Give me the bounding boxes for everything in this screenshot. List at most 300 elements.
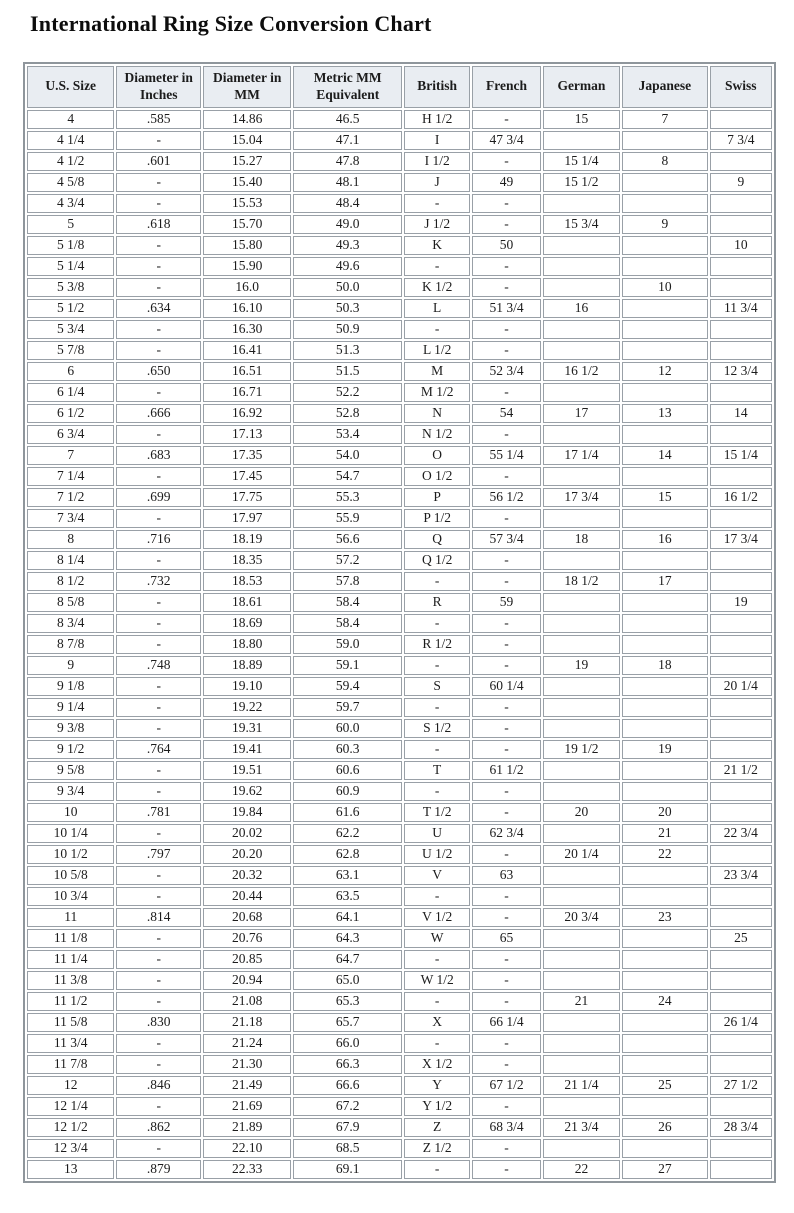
table-cell [543,677,620,696]
table-row [27,236,772,255]
table-cell: 14 [710,404,772,423]
table-cell: 50.0 [293,278,402,297]
table-cell: - [116,131,200,150]
table-cell: - [116,1097,200,1116]
table-cell: 20.94 [203,971,291,990]
table-cell [543,719,620,738]
table-cell: 68 3/4 [472,1118,540,1137]
table-cell [622,173,707,192]
table-cell: 21.18 [203,1013,291,1032]
table-row [27,467,772,486]
table-cell [710,509,772,528]
table-cell [622,698,707,717]
table-cell [622,425,707,444]
table-cell [710,1034,772,1053]
table-cell: J [404,173,470,192]
table-cell: 21 3/4 [543,1118,620,1137]
table-cell: - [404,1034,470,1053]
table-cell: 10 1/2 [27,845,114,864]
table-cell: 8 3/4 [27,614,114,633]
table-cell: I [404,131,470,150]
table-cell [710,950,772,969]
table-row [27,1160,772,1179]
table-cell: 64.3 [293,929,402,948]
table-cell [710,152,772,171]
table-cell: 15 1/4 [710,446,772,465]
table-cell: - [404,992,470,1011]
table-cell: - [116,698,200,717]
column-header-diameter-inches: Diameter in Inches [116,66,200,108]
table-row [27,131,772,150]
table-cell: - [472,278,540,297]
table-cell: 8 [27,530,114,549]
table-row [27,950,772,969]
table-cell: - [472,320,540,339]
table-cell: 18.53 [203,572,291,591]
table-row [27,530,772,549]
table-cell: 47.1 [293,131,402,150]
table-cell: 16.41 [203,341,291,360]
table-cell: - [472,614,540,633]
table-cell: .748 [116,656,200,675]
table-row [27,509,772,528]
table-cell [622,761,707,780]
table-cell: Q 1/2 [404,551,470,570]
table-cell: 6 1/2 [27,404,114,423]
table-cell: .650 [116,362,200,381]
table-cell: 66.3 [293,1055,402,1074]
table-cell [710,845,772,864]
table-cell: 55.9 [293,509,402,528]
table-cell [710,383,772,402]
table-cell: 10 1/4 [27,824,114,843]
table-row [27,887,772,906]
table-cell [710,635,772,654]
table-cell [622,614,707,633]
table-cell: - [116,824,200,843]
table-cell: - [116,761,200,780]
table-row [27,593,772,612]
table-cell [543,824,620,843]
table-cell: 9 5/8 [27,761,114,780]
table-cell: 61.6 [293,803,402,822]
table-cell: 15 1/4 [543,152,620,171]
table-cell [710,614,772,633]
table-cell: 8 1/4 [27,551,114,570]
table-cell: 67 1/2 [472,1076,540,1095]
table-cell: 7 [622,110,707,129]
table-row [27,740,772,759]
table-cell: 9 [622,215,707,234]
table-cell: 5 [27,215,114,234]
table-cell [710,698,772,717]
table-cell: 22 3/4 [710,824,772,843]
table-cell: 59.0 [293,635,402,654]
table-cell: 60.0 [293,719,402,738]
table-cell [622,677,707,696]
table-cell: 65.0 [293,971,402,990]
table-cell: - [116,173,200,192]
table-cell: .862 [116,1118,200,1137]
table-cell: 55.3 [293,488,402,507]
table-row [27,278,772,297]
table-cell: 47 3/4 [472,131,540,150]
table-cell [622,341,707,360]
table-cell: 49.6 [293,257,402,276]
table-cell: 8 1/2 [27,572,114,591]
table-cell: 63.5 [293,887,402,906]
table-cell [543,1013,620,1032]
table-cell [543,278,620,297]
table-header [27,66,772,108]
table-cell: 18.35 [203,551,291,570]
table-cell: .585 [116,110,200,129]
table-cell: - [472,887,540,906]
table-cell: 8 5/8 [27,593,114,612]
table-cell: - [116,278,200,297]
table-cell: 27 1/2 [710,1076,772,1095]
table-cell: 50 [472,236,540,255]
table-cell: - [116,194,200,213]
table-cell: - [116,593,200,612]
table-cell: 19.10 [203,677,291,696]
table-cell: 17.45 [203,467,291,486]
table-cell [622,1097,707,1116]
table-cell: 7 3/4 [27,509,114,528]
table-cell: 17.75 [203,488,291,507]
table-row [27,824,772,843]
table-cell: 4 5/8 [27,173,114,192]
table-cell: - [116,1139,200,1158]
table-cell: - [472,215,540,234]
table-cell: .618 [116,215,200,234]
table-cell: 67.9 [293,1118,402,1137]
table-row [27,971,772,990]
table-cell: - [472,740,540,759]
table-cell: - [472,194,540,213]
table-cell: 69.1 [293,1160,402,1179]
table-cell: 50.9 [293,320,402,339]
table-cell: 5 7/8 [27,341,114,360]
table-cell [622,950,707,969]
table-cell: 15 3/4 [543,215,620,234]
table-cell: 6 1/4 [27,383,114,402]
table-row [27,488,772,507]
table-cell: - [472,971,540,990]
table-cell: - [116,320,200,339]
table-cell: 21.69 [203,1097,291,1116]
table-cell: 20.85 [203,950,291,969]
table-cell: - [472,257,540,276]
table-row [27,383,772,402]
table-cell: 16 [622,530,707,549]
ring-size-conversion-table [23,62,776,1183]
table-cell: 20 1/4 [710,677,772,696]
table-cell: 19.31 [203,719,291,738]
table-cell: 58.4 [293,593,402,612]
table-cell: 15.70 [203,215,291,234]
table-row [27,152,772,171]
table-row [27,803,772,822]
table-row [27,194,772,213]
column-header-japanese: Japanese [622,66,707,108]
table-cell: L [404,299,470,318]
table-cell: - [116,992,200,1011]
table-cell: 65.3 [293,992,402,1011]
table-cell: - [116,782,200,801]
table-cell: 52 3/4 [472,362,540,381]
table-cell: 49 [472,173,540,192]
table-row [27,215,772,234]
table-cell: Q [404,530,470,549]
table-cell: 60.9 [293,782,402,801]
table-cell: 14 [622,446,707,465]
table-cell [543,866,620,885]
table-cell [710,803,772,822]
table-cell: 18.61 [203,593,291,612]
table-cell: - [472,509,540,528]
table-cell: 20 1/4 [543,845,620,864]
table-row [27,551,772,570]
table-cell: 15 1/2 [543,173,620,192]
table-cell: 20.76 [203,929,291,948]
table-cell: 18.19 [203,530,291,549]
table-cell [622,929,707,948]
table-cell: 20.68 [203,908,291,927]
table-cell: - [472,1097,540,1116]
table-cell: 23 3/4 [710,866,772,885]
table-cell [543,761,620,780]
table-cell: 21.24 [203,1034,291,1053]
table-cell: 12 1/4 [27,1097,114,1116]
table-cell: - [404,614,470,633]
table-cell [622,1139,707,1158]
table-cell [622,1055,707,1074]
table-cell: 19.84 [203,803,291,822]
table-cell [710,278,772,297]
column-header-swiss: Swiss [710,66,772,108]
table-cell: 26 [622,1118,707,1137]
table-cell: 4 1/4 [27,131,114,150]
table-cell [543,509,620,528]
table-cell: 12 3/4 [710,362,772,381]
table-cell: 64.1 [293,908,402,927]
table-cell: 15.90 [203,257,291,276]
table-cell: 20 [543,803,620,822]
table-cell: 67.2 [293,1097,402,1116]
table-cell: V [404,866,470,885]
table-cell: K 1/2 [404,278,470,297]
table-cell: T 1/2 [404,803,470,822]
table-row [27,299,772,318]
table-cell: 17 3/4 [710,530,772,549]
table-cell [543,467,620,486]
table-cell: 11 1/2 [27,992,114,1011]
table-cell: 23 [622,908,707,927]
table-body [27,110,772,1179]
table-cell: 22 [622,845,707,864]
table-cell: 4 [27,110,114,129]
table-row [27,1118,772,1137]
table-cell: 52.2 [293,383,402,402]
table-cell [543,1139,620,1158]
table-cell [710,572,772,591]
table-cell: 28 3/4 [710,1118,772,1137]
table-cell: - [472,1034,540,1053]
table-cell: 13 [622,404,707,423]
table-cell: 57.8 [293,572,402,591]
table-cell [710,341,772,360]
table-cell: 19.51 [203,761,291,780]
table-cell: V 1/2 [404,908,470,927]
table-cell: N 1/2 [404,425,470,444]
table-cell: 60.6 [293,761,402,780]
table-cell: - [404,194,470,213]
table-cell [622,782,707,801]
table-cell [710,782,772,801]
table-cell: Z [404,1118,470,1137]
table-cell: 8 7/8 [27,635,114,654]
table-cell: - [116,719,200,738]
table-cell: 63.1 [293,866,402,885]
table-cell: 56.6 [293,530,402,549]
table-cell [710,110,772,129]
table-cell: 16.10 [203,299,291,318]
table-cell [543,1097,620,1116]
table-row [27,362,772,381]
table-cell: - [404,320,470,339]
table-row [27,1097,772,1116]
table-cell: - [472,782,540,801]
table-cell: 54.7 [293,467,402,486]
table-cell: I 1/2 [404,152,470,171]
table-cell: Y 1/2 [404,1097,470,1116]
table-cell: 16.51 [203,362,291,381]
table-cell: - [116,971,200,990]
table-cell [622,236,707,255]
table-cell: 9 1/4 [27,698,114,717]
table-cell: 58.4 [293,614,402,633]
table-cell: 53.4 [293,425,402,444]
table-cell: 19.41 [203,740,291,759]
table-cell: 9 [710,173,772,192]
table-cell [622,1034,707,1053]
table-cell: - [404,887,470,906]
table-cell: 7 3/4 [710,131,772,150]
table-cell: 12 [622,362,707,381]
table-row [27,992,772,1011]
table-cell: S 1/2 [404,719,470,738]
table-cell: 54 [472,404,540,423]
table-cell: - [472,1160,540,1179]
column-header-british: British [404,66,470,108]
table-cell: 66.0 [293,1034,402,1053]
table-cell [543,887,620,906]
table-row [27,1034,772,1053]
table-cell [622,635,707,654]
table-row [27,656,772,675]
table-cell: - [116,1055,200,1074]
table-cell: 10 [622,278,707,297]
table-cell: W [404,929,470,948]
table-cell: - [472,341,540,360]
table-cell: 19.62 [203,782,291,801]
table-row [27,866,772,885]
table-cell: 18.69 [203,614,291,633]
table-cell [622,1013,707,1032]
table-cell: 11 [27,908,114,927]
table-cell: 60 1/4 [472,677,540,696]
column-header-diameter-mm: Diameter in MM [203,66,291,108]
table-row [27,908,772,927]
table-cell: 15.27 [203,152,291,171]
table-cell: - [116,950,200,969]
table-row [27,719,772,738]
table-cell: 5 3/8 [27,278,114,297]
table-cell: 17.97 [203,509,291,528]
table-row [27,341,772,360]
table-cell [622,299,707,318]
table-cell: 48.1 [293,173,402,192]
table-cell: 11 3/8 [27,971,114,990]
table-cell: 19.22 [203,698,291,717]
table-cell: U [404,824,470,843]
table-cell: - [472,152,540,171]
table-cell: 59.1 [293,656,402,675]
table-cell: - [116,677,200,696]
table-cell: 11 5/8 [27,1013,114,1032]
table-cell: 24 [622,992,707,1011]
table-row [27,1013,772,1032]
table-cell: 10 3/4 [27,887,114,906]
table-cell: .814 [116,908,200,927]
table-cell: 21 [622,824,707,843]
table-cell [543,551,620,570]
table-cell: S [404,677,470,696]
table-cell: 50.3 [293,299,402,318]
table-cell: 17 [543,404,620,423]
table-cell: 62.2 [293,824,402,843]
column-header-german: German [543,66,620,108]
table-cell: - [116,383,200,402]
table-cell: - [404,698,470,717]
table-cell: 57.2 [293,551,402,570]
table-cell: 11 1/4 [27,950,114,969]
table-cell: 21.08 [203,992,291,1011]
page-title: International Ring Size Conversion Chart [30,11,432,36]
table-cell: Y [404,1076,470,1095]
table-cell: - [116,341,200,360]
table-cell: O [404,446,470,465]
table-cell: - [116,635,200,654]
table-cell: 21 [543,992,620,1011]
table-cell: 25 [710,929,772,948]
table-cell [710,719,772,738]
table-cell: 57 3/4 [472,530,540,549]
table-cell: 5 3/4 [27,320,114,339]
table-cell: 12 1/2 [27,1118,114,1137]
table-cell [543,341,620,360]
table-cell: - [404,1160,470,1179]
table-cell: .634 [116,299,200,318]
table-cell: K [404,236,470,255]
table-cell: 20.02 [203,824,291,843]
table-cell [710,887,772,906]
table-cell: .666 [116,404,200,423]
table-cell: 60.3 [293,740,402,759]
table-cell: - [472,383,540,402]
table-cell: - [116,257,200,276]
